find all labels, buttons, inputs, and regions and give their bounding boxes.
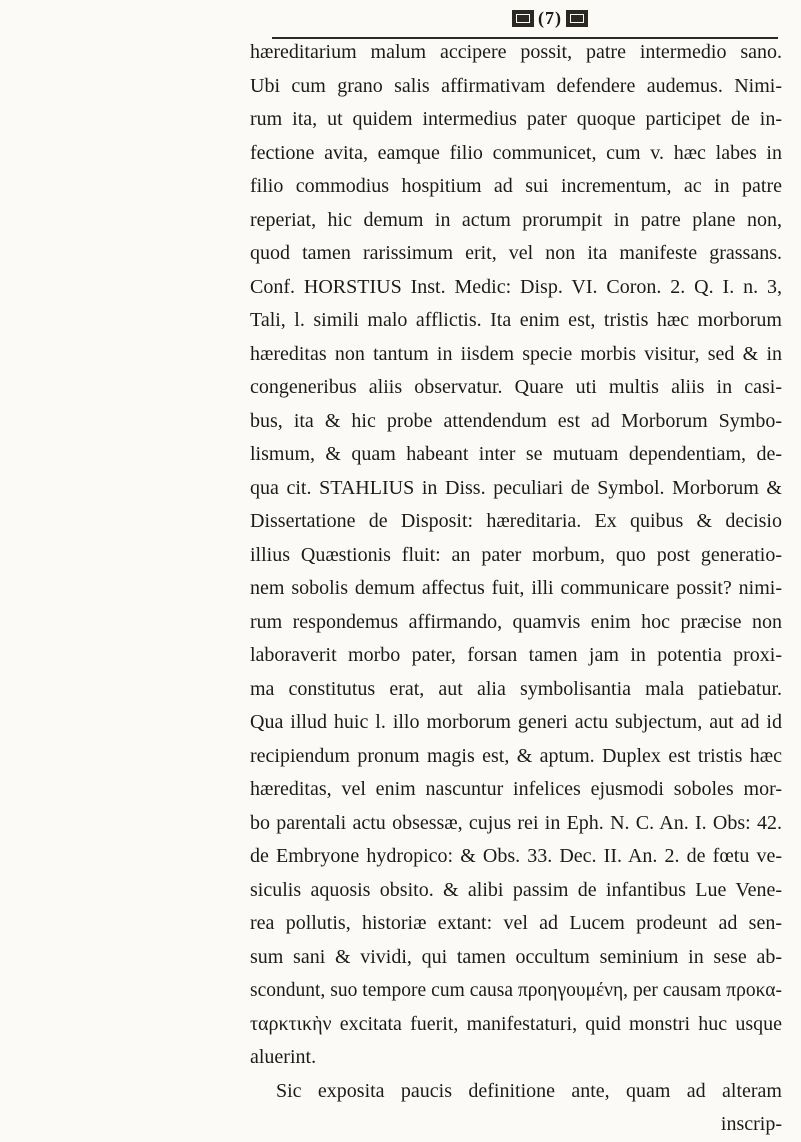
text-line: bo parentali actu obsessæ, cujus rei in Eph. N. C. An. I. Obs: 42. — [250, 811, 782, 834]
text-line: scondunt, suo tempore cum causa προηγουμένη, per causam προκα- — [250, 980, 782, 1001]
text-line: Tali, l. simili malo afflictis. Ita enim est, tristis hæc morborum — [250, 309, 782, 331]
text-line: aluerint. — [250, 1046, 317, 1068]
text-line: Ubi cum grano salis affirmativam defendere audemus. Nimi- — [250, 74, 782, 97]
text-line: quod tamen rarissimum erit, vel non ita manifeste grassans. — [250, 242, 782, 264]
text-line: recipiendum pronum magis est, & aptum. Duplex est tristis hæc — [250, 744, 782, 767]
text-line: filio commodius hospitium ad sui incrementum, ac in patre — [250, 175, 782, 197]
text-line: rum respondemus affirmando, quamvis enim hoc præcise non — [250, 610, 782, 633]
text-line: Qua illud huic l. illo morborum generi actu subjectum, aut ad id — [250, 711, 782, 733]
text-line: bus, ita & hic probe attendendum est ad Morborum Symbo- — [250, 409, 782, 432]
text-line: hæreditas non tantum in iisdem specie morbis visitur, sed & in — [250, 342, 782, 365]
text-line: siculis aquosis obsito. & alibi passim de infantibus Lue Vene- — [250, 878, 782, 901]
text-line: Sic exposita paucis definitione ante, quam ad alteram — [276, 1079, 782, 1102]
page-number: (7) — [538, 8, 562, 28]
text-line: reperiat, hic demum in actum prorumpit in patre plane non, — [250, 208, 782, 231]
page-header — [0, 6, 801, 34]
ornament-right-icon — [566, 10, 588, 27]
text-line: laboraverit morbo pater, forsan tamen jam in potentia proxi- — [250, 644, 782, 666]
ornament-left-icon — [512, 10, 534, 27]
text-line: illius Quæstionis fluit: an pater morbum, quo post generatio- — [250, 543, 782, 566]
text-line: Dissertatione de Disposit: hæreditaria. Ex quibus & decisio — [250, 510, 782, 532]
text-line: de Embryone hydropico: & Obs. 33. Dec. II. An. 2. de fœtu ve- — [250, 845, 782, 867]
text-line: qua cit. STAHLIUS in Diss. peculiari de Symbol. Morborum & — [250, 476, 782, 499]
text-line: rea pollutis, historiæ extant: vel ad Lucem prodeunt ad sen- — [250, 912, 782, 934]
text-line: nem sobolis demum affectus fuit, illi communicare possit? nimi- — [250, 577, 782, 599]
text-line: fectione avita, eamque filio communicet, cum v. hæc labes in — [250, 141, 782, 164]
text-line: ma constitutus erat, aut alia symbolisantia mala patiebatur. — [250, 677, 782, 700]
header-row — [512, 8, 588, 29]
text-line: hæreditas, vel enim nascuntur infelices ejusmodi soboles mor- — [250, 778, 782, 800]
text-line: hæreditarium malum accipere possit, patre intermedio sano. — [250, 41, 782, 63]
text-line: lismum, & quam habeant inter se mutuam dependentiam, de- — [250, 443, 782, 465]
text-line: sum sani & vividi, qui tamen occultum seminium in sese ab- — [250, 945, 782, 968]
text-line: rum ita, ut quidem intermedius pater quoque participet de in- — [250, 108, 782, 130]
text-line: congeneribus aliis observatur. Quare uti multis aliis in casi- — [250, 376, 782, 398]
text-line: ταρκτικὴν excitata fuerit, manifestaturi, quid monstri huc usque — [250, 1012, 782, 1035]
catchword: inscrip- — [720, 1113, 782, 1135]
body-text — [250, 36, 782, 1142]
text-line: Conf. HORSTIUS Inst. Medic: Disp. VI. Coron. 2. Q. I. n. 3, — [250, 275, 782, 298]
